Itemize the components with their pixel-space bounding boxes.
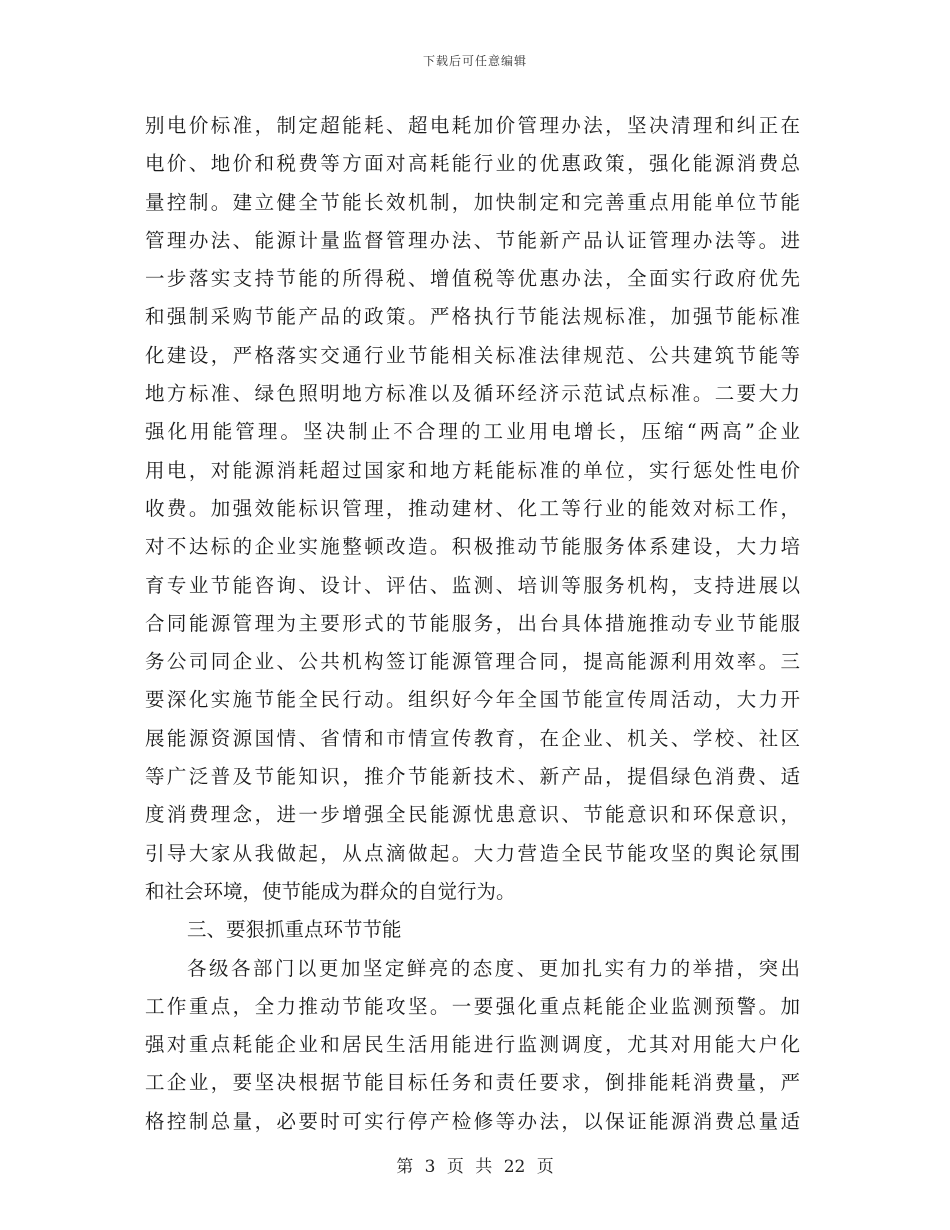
paragraph-line: 地方标准、绿色照明地方标准以及循环经济示范试点标准。二要大力	[145, 382, 800, 406]
paragraph-line: 工作重点，全力推动节能攻坚。一要强化重点耗能企业监测预警。加	[145, 994, 800, 1018]
paragraph-line: 一步落实支持节能的所得税、增值税等优惠办法，全面实行政府优先	[145, 267, 800, 291]
paragraph-line: 合同能源管理为主要形式的节能服务，出台具体措施推动专业节能服	[145, 611, 800, 635]
paragraph-line: 别电价标准，制定超能耗、超电耗加价管理办法，坚决清理和纠正在	[145, 114, 800, 137]
paragraph-line: 量控制。建立健全节能长效机制，加快制定和完善重点用能单位节能	[145, 190, 800, 214]
paragraph-line: 电价、地价和税费等方面对高耗能行业的优惠政策，强化能源消费总	[145, 152, 800, 176]
paragraph-line: 引导大家从我做起，从点滴做起。大力营造全民节能攻坚的舆论氛围	[145, 841, 800, 865]
paragraph-line: 和强制采购节能产品的政策。严格执行节能法规标准，加强节能标准	[145, 305, 800, 329]
paragraph-line: 育专业节能咨询、设计、评估、监测、培训等服务机构，支持进展以	[145, 573, 800, 597]
paragraph-line: 化建设，严格落实交通行业节能相关标准法律规范、公共建筑节能等	[145, 343, 800, 367]
paragraph-line: 各级各部门以更加坚定鲜亮的态度、更加扎实有力的举措，突出	[187, 956, 800, 980]
paragraph-line: 和社会环境，使节能成为群众的自觉行为。	[145, 879, 516, 903]
paragraph-line: 强化用能管理。坚决制止不合理的工业用电增长，压缩“两高”企业	[145, 420, 800, 444]
paragraph-line: 用电，对能源消耗超过国家和地方耗能标准的单位，实行惩处性电价	[145, 458, 800, 482]
paragraph-line: 要深化实施节能全民行动。组织好今年全国节能宣传周活动，大力开	[145, 688, 800, 712]
paragraph-line: 务公司同企业、公共机构签订能源管理合同，提高能源利用效率。三	[145, 650, 800, 674]
section-heading: 三、要狠抓重点环节节能	[187, 918, 402, 942]
paragraph-line: 强对重点耗能企业和居民生活用能进行监测调度，尤其对用能大户化	[145, 1033, 800, 1057]
paragraph-line: 展能源资源国情、省情和市情宣传教育，在企业、机关、学校、社区	[145, 726, 800, 750]
paragraph-line: 对不达标的企业实施整顿改造。积极推动节能服务体系建设，大力培	[145, 535, 800, 559]
document-body	[145, 107, 800, 1141]
paragraph-line: 管理办法、能源计量监督管理办法、节能新产品认证管理办法等。进	[145, 228, 800, 252]
paragraph-line: 度消费理念，进一步增强全民能源忧患意识、节能意识和环保意识，	[145, 803, 800, 827]
page-footer: 第 3 页 共 22 页	[396, 1157, 554, 1177]
paragraph-line: 工企业，要坚决根据节能目标任务和责任要求，倒排能耗消费量，严	[145, 1071, 800, 1095]
paragraph-line: 等广泛普及节能知识，推介节能新技术、新产品，提倡绿色消费、适	[145, 765, 800, 789]
paragraph-line: 收费。加强效能标识管理，推动建材、化工等行业的能效对标工作，	[145, 496, 800, 520]
paragraph-line: 格控制总量，必要时可实行停产检修等办法，以保证能源消费总量适	[145, 1109, 800, 1133]
page-header: 下载后可任意编辑	[422, 54, 527, 68]
